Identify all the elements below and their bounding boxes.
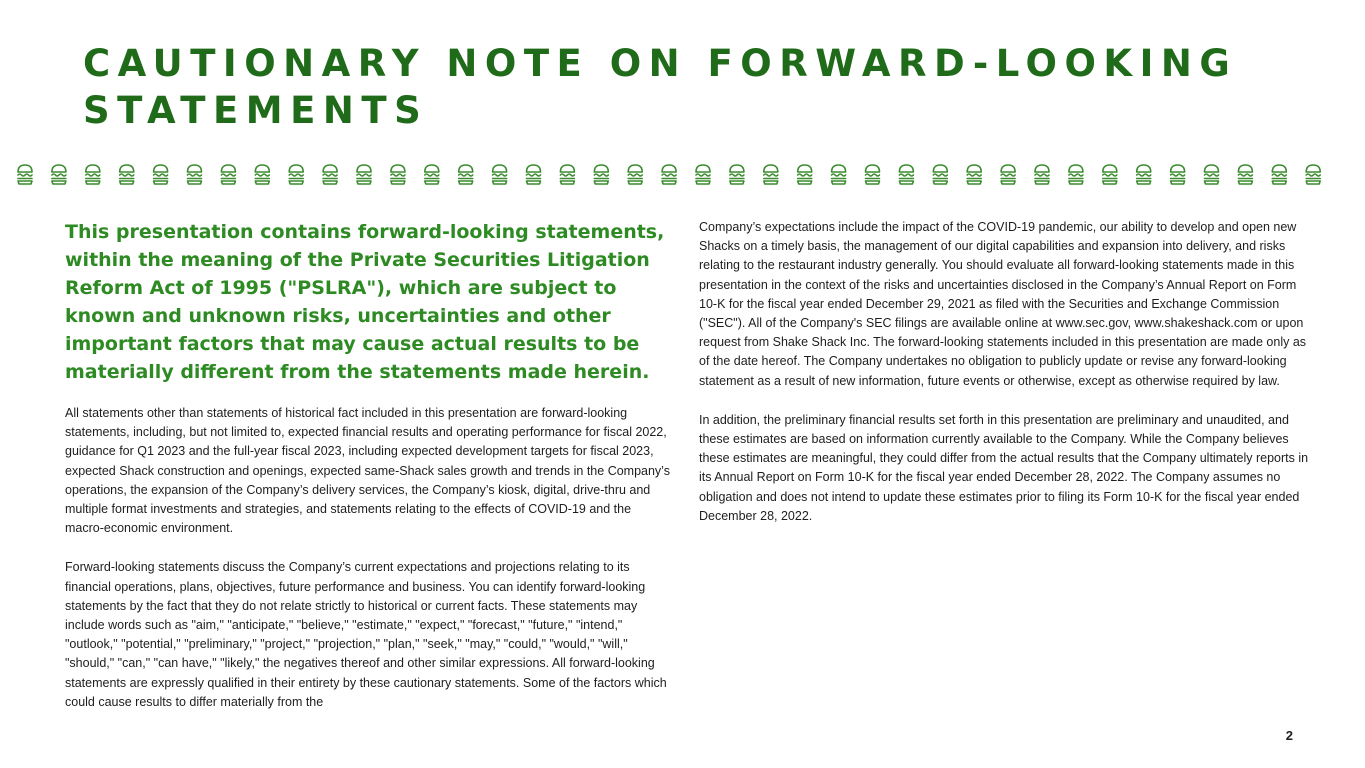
burger-icon <box>188 165 202 184</box>
burger-icon <box>120 165 134 184</box>
burger-icon <box>696 165 710 184</box>
burger-icon <box>967 165 981 184</box>
burger-icon <box>1306 165 1320 184</box>
right-column <box>699 218 1309 546</box>
burger-icon <box>933 165 947 184</box>
burger-icon <box>86 165 100 184</box>
burger-icon <box>798 165 812 184</box>
burger-icon-row <box>0 160 1365 188</box>
body-paragraph: All statements other than statements of historical fact included in this presentation are forward-looking statements, including, but not limited to, expected financial results and operating performance for fiscal 2022, guidance for Q1 2023 and the full-year fiscal 2023, including expected development targets for fiscal 2023, expected Shack construction and openings, expected same-Shack sales growth and trends in the Company’s operations, the expansion of the Company’s delivery services, the Company’s kiosk, digital, drive-thru and multiple format investments and strategies, and statements relating to the effects of COVID-19 and the macro-economic environment. <box>65 406 670 536</box>
burger-icon <box>1238 165 1252 184</box>
burger-icon <box>323 165 337 184</box>
burger-icon <box>1035 165 1049 184</box>
burger-icon <box>899 165 913 184</box>
body-paragraph: In addition, the preliminary financial results set forth in this presentation are preliminary and unaudited, and these estimates are based on information currently available to the Company. While the Company believes these estimates are meaningful, they could differ from the actual results that the Company ultimately reports in its Annual Report on Form 10-K for the fiscal year ended December 28, 2022. The Company assumes no obligation and does not intend to update these estimates prior to filing its Form 10-K for the fiscal year ended December 28, 2022. <box>699 412 1309 523</box>
page-title: CAUTIONARY NOTE ON FORWARD-LOOKING STATEMENTS <box>83 42 1238 132</box>
burger-icon <box>1272 165 1286 184</box>
burger-icon <box>221 165 235 184</box>
burger-icon <box>1103 165 1117 184</box>
burger-icon <box>1069 165 1083 184</box>
left-column <box>65 218 671 732</box>
burger-icon <box>764 165 778 184</box>
burger-icon <box>527 165 541 184</box>
page-number: 2 <box>1285 728 1293 743</box>
burger-icon <box>459 165 473 184</box>
burger-icon <box>154 165 168 184</box>
burger-icon <box>357 165 371 184</box>
burger-icon <box>730 165 744 184</box>
burger-icon <box>289 165 303 184</box>
burger-icon <box>391 165 405 184</box>
burger-icon <box>1171 165 1185 184</box>
burger-icon <box>425 165 439 184</box>
burger-icon <box>52 165 66 184</box>
burger-icon <box>832 165 846 184</box>
lead-statement: This presentation contains forward-looking statements, within the meaning of the Private Securities Litigation Reform Act of 1995 ("PSLRA"), which are subject to known and unknown risks, uncertainties and other important factors that may cause actual results to be materially different from the statements made herein. <box>65 221 665 383</box>
burger-icon <box>1205 165 1219 184</box>
burger-icon <box>1001 165 1015 184</box>
burger-icon <box>594 165 608 184</box>
burger-divider <box>0 160 1365 188</box>
burger-icon <box>1137 165 1151 184</box>
body-paragraph: Forward-looking statements discuss the Company’s current expectations and projections relating to its financial operations, plans, objectives, future performance and business. You can identify forward-looking statements by the fact that they do not relate strictly to historical or current facts. These statements may include words such as "aim," "anticipate," "believe," "estimate," "expect," "forecast," "future," "intend," "outlook," "potential," "preliminary," "project," "projection," "plan," "seek," "may," "could," "would," "will," "should," "can," "can have," "likely," the negatives thereof and other similar expressions. All forward-looking statements are expressly qualified in their entirety by these cautionary statements. Some of the factors which could cause results to differ materially from the <box>65 560 667 709</box>
burger-icon <box>18 165 32 184</box>
burger-icon <box>255 165 269 184</box>
burger-icon <box>866 165 880 184</box>
burger-icon <box>493 165 507 184</box>
burger-icon <box>628 165 642 184</box>
burger-icon <box>560 165 574 184</box>
body-paragraph: Company’s expectations include the impact of the COVID-19 pandemic, our ability to develop and open new Shacks on a timely basis, the management of our digital capabilities and expansion into delivery, and risks relating to the restaurant industry generally. You should evaluate all forward-looking statements made in this presentation in the context of the risks and uncertainties disclosed in the Company’s Annual Report on Form 10-K for the fiscal year ended December 29, 2021 as filed with the Securities and Exchange Commission ("SEC"). All of the Company's SEC filings are available online at www.sec.gov, www.shakeshack.com or upon request from Shake Shack Inc. The forward-looking statements included in this presentation are made only as of the date hereof. The Company undertakes no obligation to publicly update or revise any forward-looking statement as a result of new information, future events or otherwise, except as otherwise required by law. <box>699 220 1307 388</box>
burger-icon <box>662 165 676 184</box>
